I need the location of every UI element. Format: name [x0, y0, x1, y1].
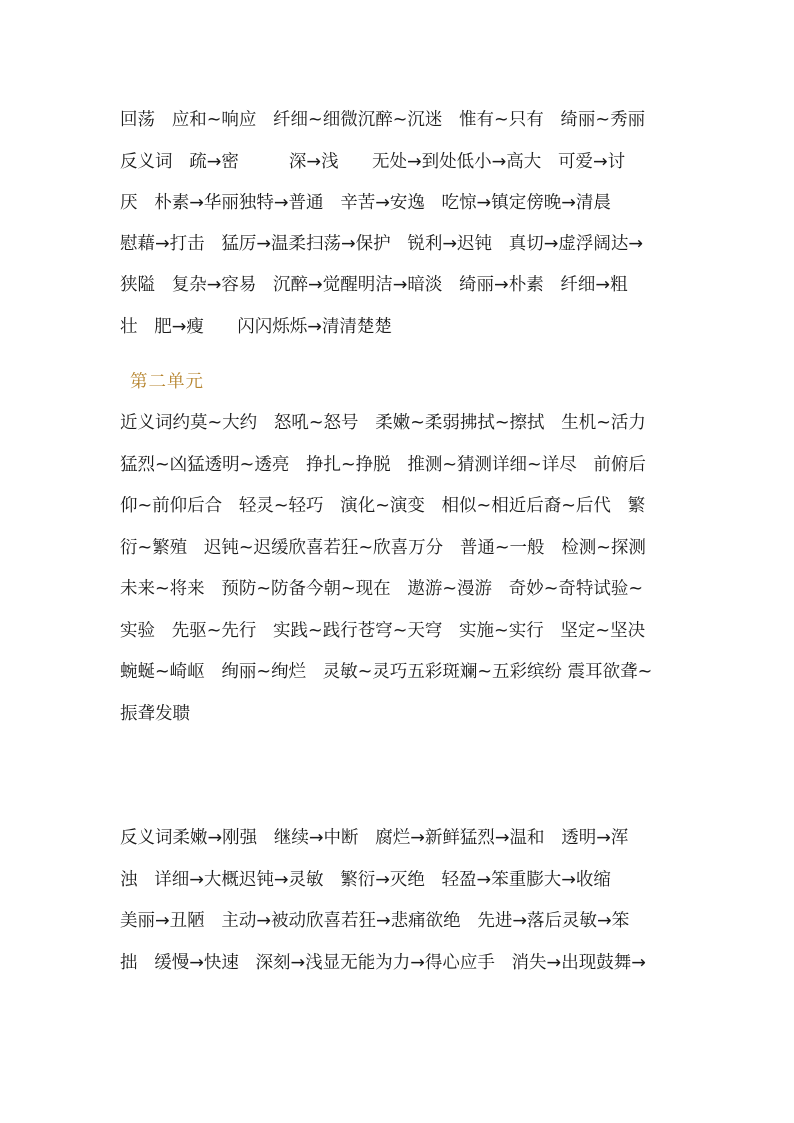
text-line: 反义词 疏→密 深→浅 无处→到处低小→高大 可爱→讨 — [120, 152, 626, 172]
text-line: 仰~前仰后合 轻灵~轻巧 演化~演变 相似~相近后裔~后代 繁 — [120, 496, 646, 516]
section-heading: 第二单元 — [130, 372, 204, 392]
text-line: 回荡 应和~响应 纤细~细微沉醉~沉迷 惟有~只有 绮丽~秀丽 — [120, 110, 646, 130]
text-line: 厌 朴素→华丽独特→普通 辛苦→安逸 吃惊→镇定傍晚→清晨 — [120, 193, 611, 213]
text-line: 壮 肥→瘦 闪闪烁烁→清清楚楚 — [120, 317, 392, 337]
text-line: 美丽→丑陋 主动→被动欣喜若狂→悲痛欲绝 先进→落后灵敏→笨 — [120, 911, 630, 931]
text-line: 拙 缓慢→快速 深刻→浅显无能为力→得心应手 消失→出现鼓舞→ — [120, 953, 646, 973]
text-line: 反义词柔嫩→刚强 继续→中断 腐烂→新鲜猛烈→温和 透明→浑 — [120, 828, 629, 848]
text-line: 慰藉→打击 猛厉→温柔扫荡→保护 锐利→迟钝 真切→虚浮阔达→ — [120, 234, 644, 254]
text-line: 实验 先驱~先行 实践~践行苍穹~天穹 实施~实行 坚定~坚决 — [120, 621, 646, 641]
text-line: 浊 详细→大概迟钝→灵敏 繁衍→灭绝 轻盈→笨重膨大→收缩 — [120, 870, 611, 890]
text-line: 蜿蜒~崎岖 绚丽~绚烂 灵敏~灵巧五彩斑斓~五彩缤纷 震耳欲聋~ — [120, 662, 653, 682]
text-line: 衍~繁殖 迟钝~迟缓欣喜若狂~欣喜万分 普通~一般 检测~探测 — [120, 538, 646, 558]
text-line: 振聋发聩 — [120, 704, 190, 724]
text-line: 近义词约莫~大约 怒吼~怒号 柔嫩~柔弱拂拭~擦拭 生机~活力 — [120, 413, 646, 433]
text-line: 未来~将来 预防~防备今朝~现在 遨游~漫游 奇妙~奇特试验~ — [120, 579, 644, 599]
text-line: 狭隘 复杂→容易 沉醉→觉醒明洁→暗淡 绮丽→朴素 纤细→粗 — [120, 275, 628, 295]
text-line: 猛烈~凶猛透明~透亮 挣扎~挣脱 推测~猜测详细~详尽 前俯后 — [120, 455, 646, 475]
